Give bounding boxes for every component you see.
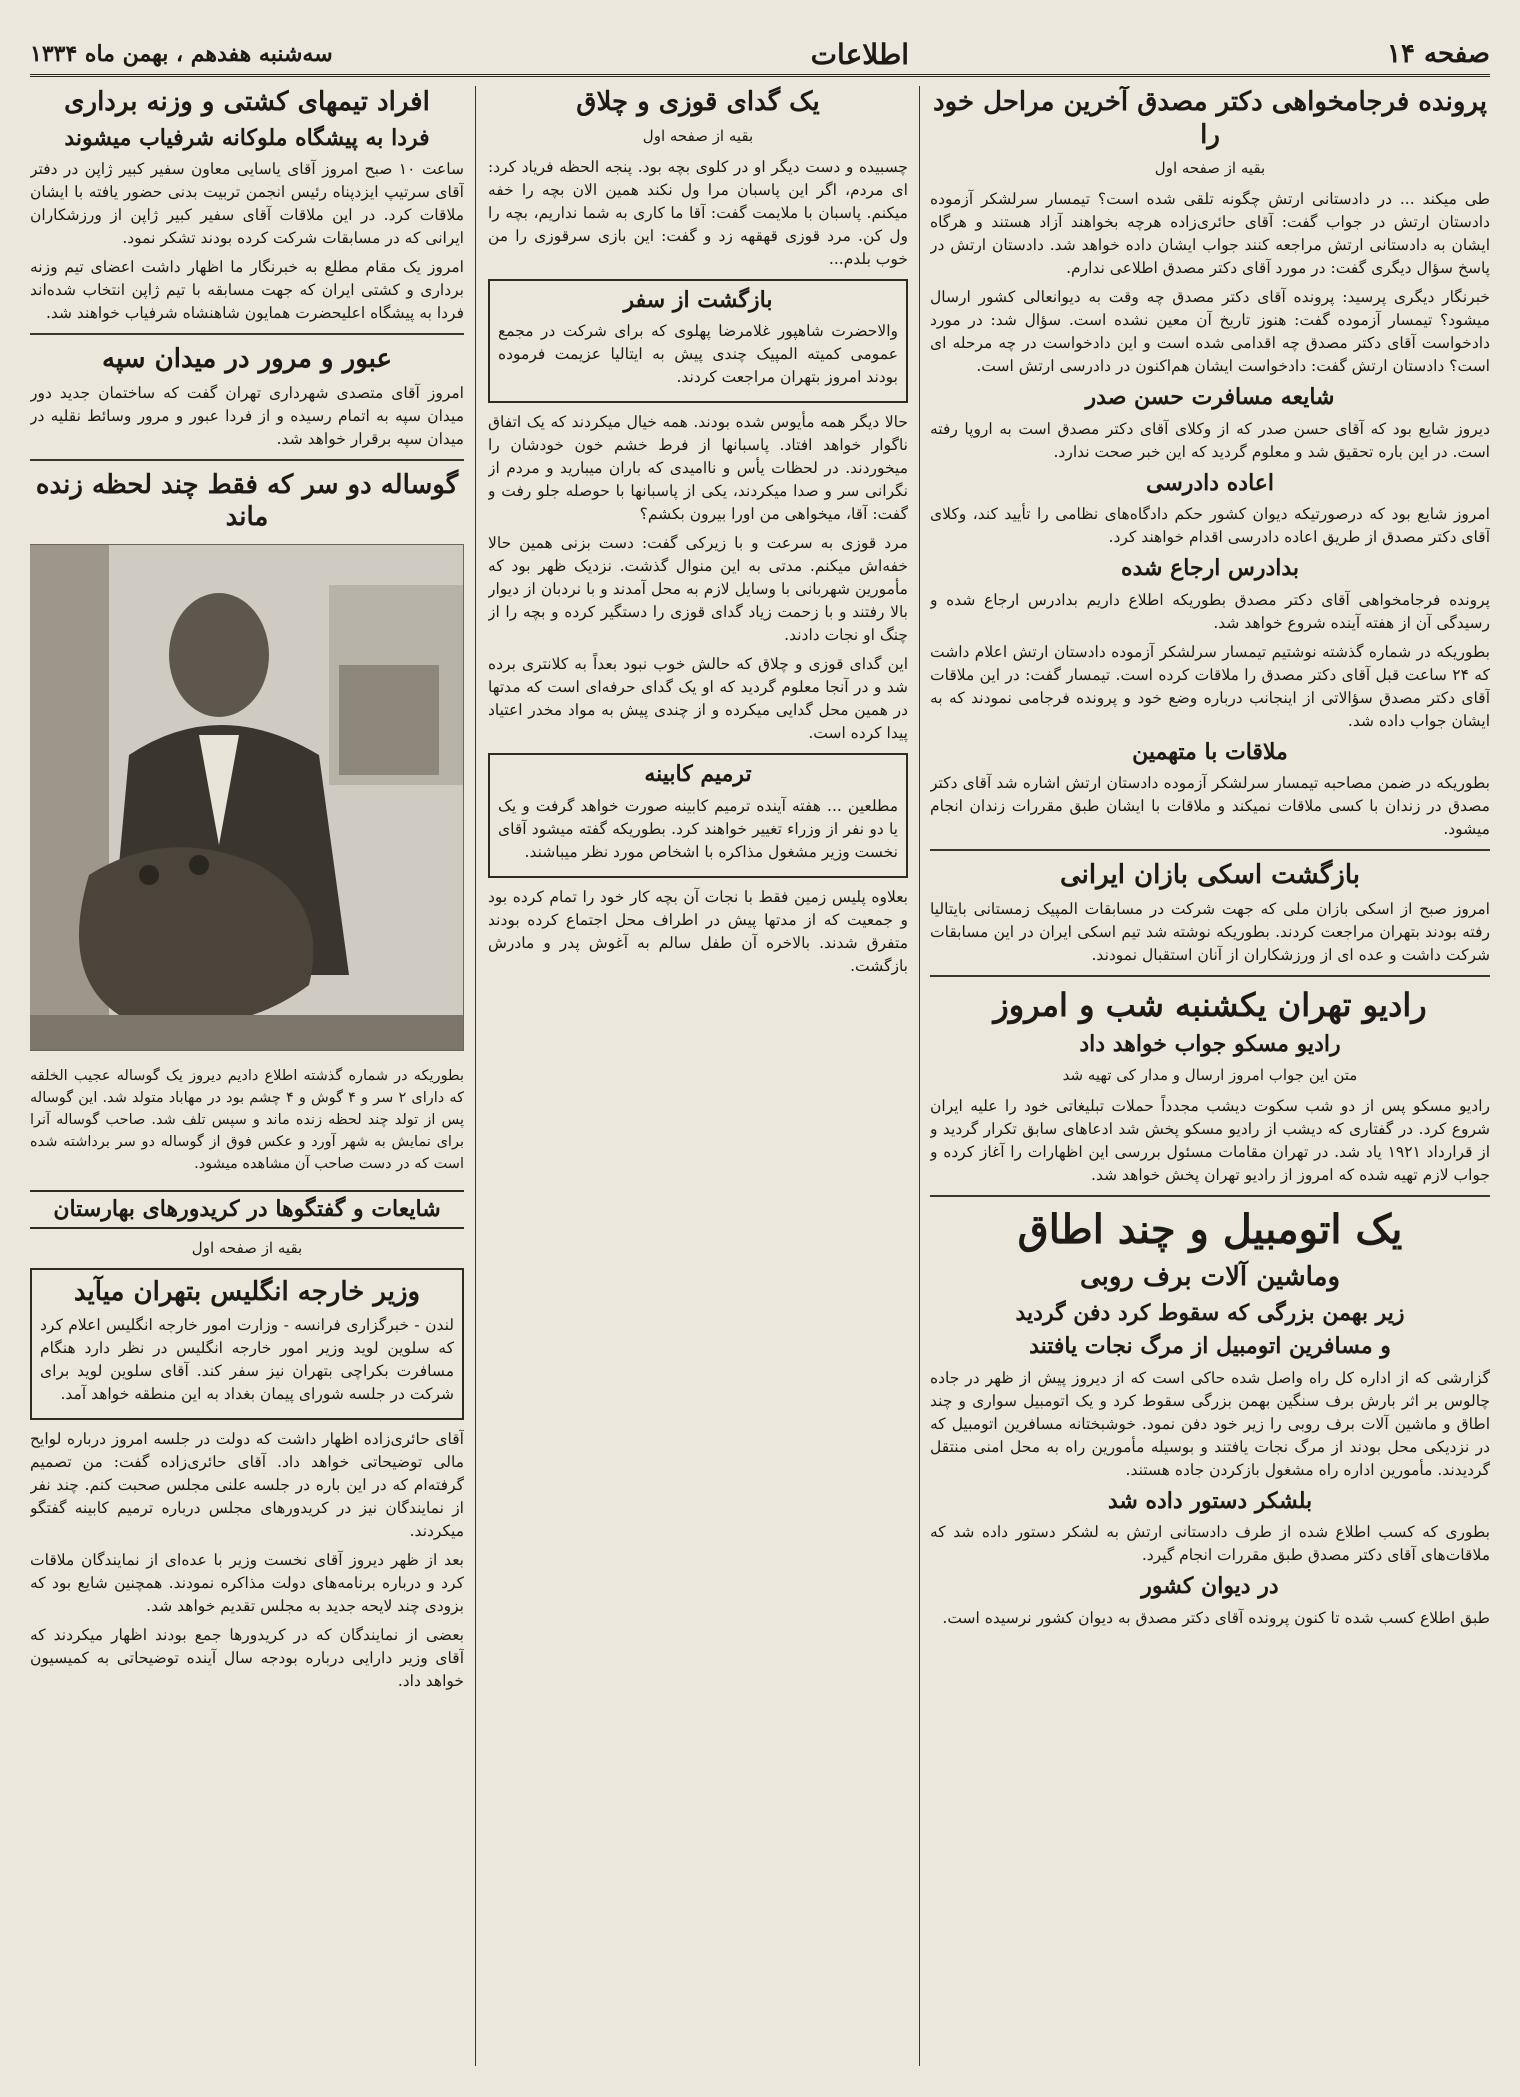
continued-note: بقیه از صفحه اول — [191, 1238, 303, 1257]
subheading: شایعه مسافرت حسن صدر — [1085, 384, 1335, 410]
article-text: ساعت ۱۰ صبح امروز آقای یاسایی معاون سفیر کبیر ژاپن در دفتر آقای سرتیپ ایزدپناه رئیس انجمن تربیت بدنی حضور یافته با ایشان ملاقات کرد. در این ملاقات آقای سفیر کبیر ژاپن از ورزشکاران ایرانی که در مسابقات شرکت کرده بودند تشکر نمود. — [30, 160, 464, 247]
article-text: گزارشی که از اداره کل راه واصل شده حاکی است که از دیروز پیش از ظهر در جاده چالوس بر اثر بارش برف سنگین بهمن بزرگی سقوط کرد و یک اتومبیل سواری و چند اطاق و ماشین آلات برف روبی را زیر خود دفن نمود. خوشبختانه مسافرین اتومبیل که در نزدیکی محل بودند از مرگ نجات یافتند و بوسیله مأمورین راه به محل امنی منتقل گردیدند. مأمورین اداره راه مشغول بازکردن جاده هستند. — [930, 1368, 1490, 1479]
article-text: مرد قوزی به سرعت و با زیرکی گفت: دست بزنی همین حالا خفه‌اش میکنم. مدتی به این منوال گذشت. نزدیک ظهر بود که مأمورین شهربانی با وسایل لازم به محل آمدند و با نردبان از دیوار بالا رفتند و با زحمت زیاد گدای قوزی را دستگیر کرده و بچه را از چنگ او نجات دادند. — [488, 534, 908, 644]
article-text: بطوریکه در شماره گذشته نوشتیم تیمسار سرلشکر آزموده دادستان ارتش اعلام داشت که ۲۴ ساعت قبل آقای دکتر مصدق را ملاقات کرده است. تیمسار گفت: در این ملاقات آقای دکتر مصدق سؤالاتی از اینجانب درباره وضع خود و پرونده فرجامی نمودند که به ایشان جواب داده شد. — [930, 642, 1490, 730]
page-number: صفحه ۱۴ — [1387, 39, 1490, 69]
subheading: رادیو مسکو جواب خواهد داد — [1079, 1030, 1341, 1057]
article-text: بطوریکه در ضمن مصاحبه تیمسار سرلشکر آزموده دادستان ارتش اشاره شد آقای دکتر مصدق در زندان با کسی ملاقات نمیکند و ملاقات با ایشان طبق مقررات زندان انجام میشود. — [930, 774, 1490, 838]
column-rule — [919, 86, 920, 2066]
news-box — [30, 1268, 464, 1421]
subheading: بلشکر دستور داده شد — [1107, 1487, 1313, 1514]
divider — [930, 975, 1490, 977]
article-text: بطوری که کسب اطلاع شده از طرف دادستانی ارتش به لشکر دستور داده شد که ملاقات‌های آقای دکتر مصدق طبق مقررات انجام گیرد. — [930, 1523, 1490, 1564]
article-text: حالا دیگر همه مأیوس شده بودند. همه خیال میکردند که یک اتفاق ناگوار خواهد افتاد. پاسبانها از فرط خشم خون خودشان را میخوردند. در لحظات یأس و ناامیدی که باران میبارید و مردم از نگرانی سر و صدا میکردند، یکی از پاسبانها با حوصله جلو رفت و گفت: آقا، میخواهی من اورا بیرون بکشم؟ — [488, 413, 908, 523]
article-text: این گدای قوزی و چلاق که حالش خوب نبود بعداً به کلانتری برده شد و در آنجا معلوم گردید که او یک گدای حرفه‌ای است که مدتها در همین محل گدایی میکرده و از چندی پیش به مواد مخدر اعتیاد پیدا کرده است. — [488, 655, 908, 742]
article-text: لندن - خبرگزاری فرانسه - وزارت امور خارجه انگلیس اعلام کرد که سلوین لوید وزیر امور خارجه انگلیس در نظر دارد هنگام مسافرت بکراچی بتهران نیز سفر کند. آقای سلوین لوید برای شرکت در جلسه شورای پیمان بغداد به این منطقه خواهد آمد. — [40, 1316, 454, 1403]
column-left — [30, 86, 464, 2066]
article-text: پرونده فرجامخواهی آقای دکتر مصدق بطوریکه اطلاع داریم بدادرس ارجاع شده و رسیدگی آن از هفته آینده شروع خواهد شد. — [930, 590, 1490, 632]
news-box — [488, 279, 908, 404]
article-text: چسبیده و دست دیگر او در کلوی بچه بود. پنجه الحظه فریاد کرد: ای مردم، اگر این پاسبان مرا ول نکند همین الان بچه را خفه میکنم. پاسبان با ملایمت گفت: آقا ما کاری به شما نداریم، بچه را ول کن. مرد قوزی قهقهه زد و گفت: این بازی سرقوزی را من خوب بلدم... — [488, 157, 908, 268]
subheading: بازگشت از سفر — [623, 286, 773, 313]
subheading: و مسافرین اتومبیل از مرگ نجات یافتند — [1029, 1333, 1391, 1359]
divider — [930, 849, 1490, 851]
article-text: مطلعین ... هفته آینده ترمیم کابینه صورت خواهد گرفت و یک یا دو نفر از وزراء تغییر خواهند کرد. بطوریکه گفته میشود آقای نخست وزیر مشغول مذاکره با اشخاص مورد نظر میباشند. — [498, 796, 898, 861]
headline-skiing: بازگشت اسکی بازان ایرانی — [1060, 860, 1360, 890]
paper-name: اطلاعات — [810, 37, 910, 71]
photo-illustration — [30, 545, 463, 1050]
headline-uk-minister: وزیر خارجه انگلیس بتهران میآید — [73, 1276, 421, 1307]
article-text: خبرنگار دیگری پرسید: پرونده آقای دکتر مصدق چه وقت به دیوانعالی کشور ارسال میشود؟ تیمسار آزموده گفت: هنوز تاریخ آن معین نشده است. سؤال شد: در مورد دادخواست آقای دکتر مصدق چه اقدامی شده است و این دادخواست در چه مرحله ای است؟ دادستان ارتش گفت: دادخواست ایشان هم‌اکنون در دادرسی ارتش است. — [930, 288, 1490, 375]
subheading: ترمیم کابینه — [644, 761, 752, 787]
article-text: آقای حائری‌زاده اظهار داشت که دولت در جلسه امروز درباره لوایح مالی توضیحاتی خواهد داد. آقای حائری‌زاده گفت: من تصمیم گرفته‌ام که در این باره در جلسه علنی مجلس صحبت کنم. چند نفر از نمایندگان نیز در کریدورهای مجلس درباره ترمیم کابینه گفتگو میکردند. — [30, 1430, 464, 1540]
headline-sepah-square: عبور و مرور در میدان سپه — [102, 344, 392, 374]
headline-car: یک اتومبیل و چند اطاق — [1017, 1206, 1403, 1253]
subheading-small: متن این جواب امروز ارسال و مدار کی تهیه شد — [1062, 1066, 1358, 1084]
headline-radio: رادیو تهران یکشنبه شب و امروز — [993, 985, 1427, 1024]
headline-baharestan: شایعات و گفتگوها در کریدورهای بهارستان — [30, 1190, 464, 1229]
continued-note: بقیه از صفحه اول — [1154, 159, 1266, 177]
article-text: امروز شایع بود که درصورتیکه دیوان کشور حکم دادگاه‌های نظامی را تأیید کند، وکلای آقای دکتر مصدق از طریق اعاده دادرسی اقدام خواهند کرد. — [930, 505, 1490, 546]
column-beggar — [488, 86, 908, 2066]
article-text: امروز صبح از اسکی بازان ملی که جهت شرکت در مسابقات المپیک زمستانی بایتالیا رفته بودند بتهران مراجعت کردند. بطوریکه نوشته شد تیم اسکی ایران در این مسابقات شرکت داشت و عده ای از ورزشکاران از آنان استقبال نمودند. — [930, 899, 1490, 964]
article-text: بعضی از نمایندگان که در کریدورها جمع بودند اظهار میکردند که آقای وزیر دارایی درباره بودجه سال آینده توضیحاتی به کمیسیون خواهد داد. — [30, 1626, 464, 1690]
subheading: اعاده دادرسی — [1145, 469, 1275, 496]
divider — [30, 333, 464, 335]
masthead — [30, 34, 1490, 77]
news-box — [488, 753, 908, 878]
subheading: فردا به پیشگاه ملوکانه شرفیاب میشوند — [64, 124, 430, 151]
article-text: بعد از ظهر دیروز آقای نخست وزیر با عده‌ای از نمایندگان ملاقات کرد و درباره برنامه‌های دولت مذاکره نمودند. همچنین شایع بود که بزودی چند لایحه جدید به مجلس تقدیم خواهد شد. — [30, 1551, 464, 1615]
headline-calf: گوساله دو سر که فقط چند لحظه زنده ماند — [35, 469, 459, 532]
headline-mosaddegh: پرونده فرجامخواهی دکتر مصدق آخرین مراحل خود را — [933, 87, 1487, 150]
subheading: ملاقات با متهمین — [1132, 738, 1288, 765]
headline-wrestling: افراد تیمهای کشتی و وزنه برداری — [64, 87, 430, 117]
calf-photo — [30, 544, 464, 1051]
photo-caption: بطوریکه در شماره گذشته اطلاع دادیم دیروز یک گوساله عجیب الخلقه که دارای ۲ سر و ۴ گوش و ۴ چشم بود در مهاباد متولد شد. این گوساله پس از تولد چند لحظه زنده ماند و سپس تلف شد. صاحب گوساله آنرا برای نمایش به شهر آورد و عکس فوق از گوساله دو سر برداشته شده است که در دست صاحب آن مشاهده میشود. — [30, 1068, 464, 1172]
column-mosaddegh — [930, 86, 1490, 2066]
column-rule — [475, 86, 476, 2066]
article-text: بعلاوه پلیس زمین فقط با نجات آن بچه کار خود را تمام کرده بود و جمعیت که از مدتها پیش در اطراف محل اجتماع کرده بودند متفرق شدند. بالاخره آن طفل سالم به آغوش پدر و مادرش بازگشت. — [488, 887, 908, 975]
article-text: رادیو مسکو پس از دو شب سکوت دیشب مجدداً حملات تبلیغاتی خود را علیه ایران شروع کرد. در گفتاری که دیشب از رادیو مسکو پخش شد ادعاهای سابق تکرار گردید و از قرارداد ۱۹۲۱ یاد شد. در تهران مقامات مسئول بررسی این اظهارات را آغاز کرده و جواب لازم تهیه شده که امروز از رادیو تهران پخش خواهد شد. — [930, 1097, 1490, 1184]
article-text: طی میکند ... در دادستانی ارتش چگونه تلقی شده است؟ تیمسار سرلشکر آزموده دادستان ارتش در جواب گفت: آقای حائری‌زاده هرچه بخواهند آزاد هستند و هرگاه ایشان به دادستانی ارتش مراجعه کنند جواب ایشان داده خواهد شد. دادستان ارتش در پاسخ سؤال دیگری گفت: در مورد آقای دکتر مصدق اطلاعی ندارم. — [930, 190, 1490, 277]
divider — [30, 459, 464, 461]
divider — [930, 1195, 1490, 1197]
article-text: امروز آقای متصدی شهرداری تهران گفت که ساختمان جدید دور میدان سپه به اتمام رسیده و از فردا عبور و مرور وسائط نقلیه در میدان سپه برقرار خواهد شد. — [30, 383, 464, 448]
subheading: وماشین آلات برف روبی — [1079, 1262, 1341, 1292]
headline-beggar: یک گدای قوزی و چلاق — [576, 87, 820, 117]
article-text: دیروز شایع بود که آقای حسن صدر که از وکلای آقای دکتر مصدق است به اروپا رفته است. در این باره تحقیق شد و معلوم گردید که این خبر صحت ندارد. — [930, 419, 1490, 461]
subheading: در دیوان کشور — [1141, 1573, 1279, 1599]
subheading: بدادرس ارجاع شده — [1120, 555, 1300, 581]
article-text: والاحضرت شاهپور غلامرضا پهلوی که برای شرکت در مجمع عمومی کمیته المپیک چندی پیش به ایتالیا عزیمت فرموده بودند امروز بتهران مراجعت کردند. — [498, 322, 898, 386]
subheading: زیر بهمن بزرگی که سقوط کرد دفن گردید — [1015, 1299, 1405, 1326]
continued-note: بقیه از صفحه اول — [642, 126, 754, 145]
article-text: طبق اطلاع کسب شده تا کنون پرونده آقای دکتر مصدق به دیوان کشور نرسیده است. — [942, 1608, 1490, 1627]
date-line: سه‌شنبه هفدهم ، بهمن ماه ۱۳۳۴ — [30, 41, 333, 67]
article-text: امروز یک مقام مطلع به خبرنگار ما اظهار داشت اعضای تیم وزنه برداری و کشتی ایران که جهت مسابقه با تیم ژاپن انتخاب شده‌اند فردا به پیشگاه اعلیحضرت همایون شاهنشاه شرفیاب خواهند شد. — [30, 258, 464, 322]
